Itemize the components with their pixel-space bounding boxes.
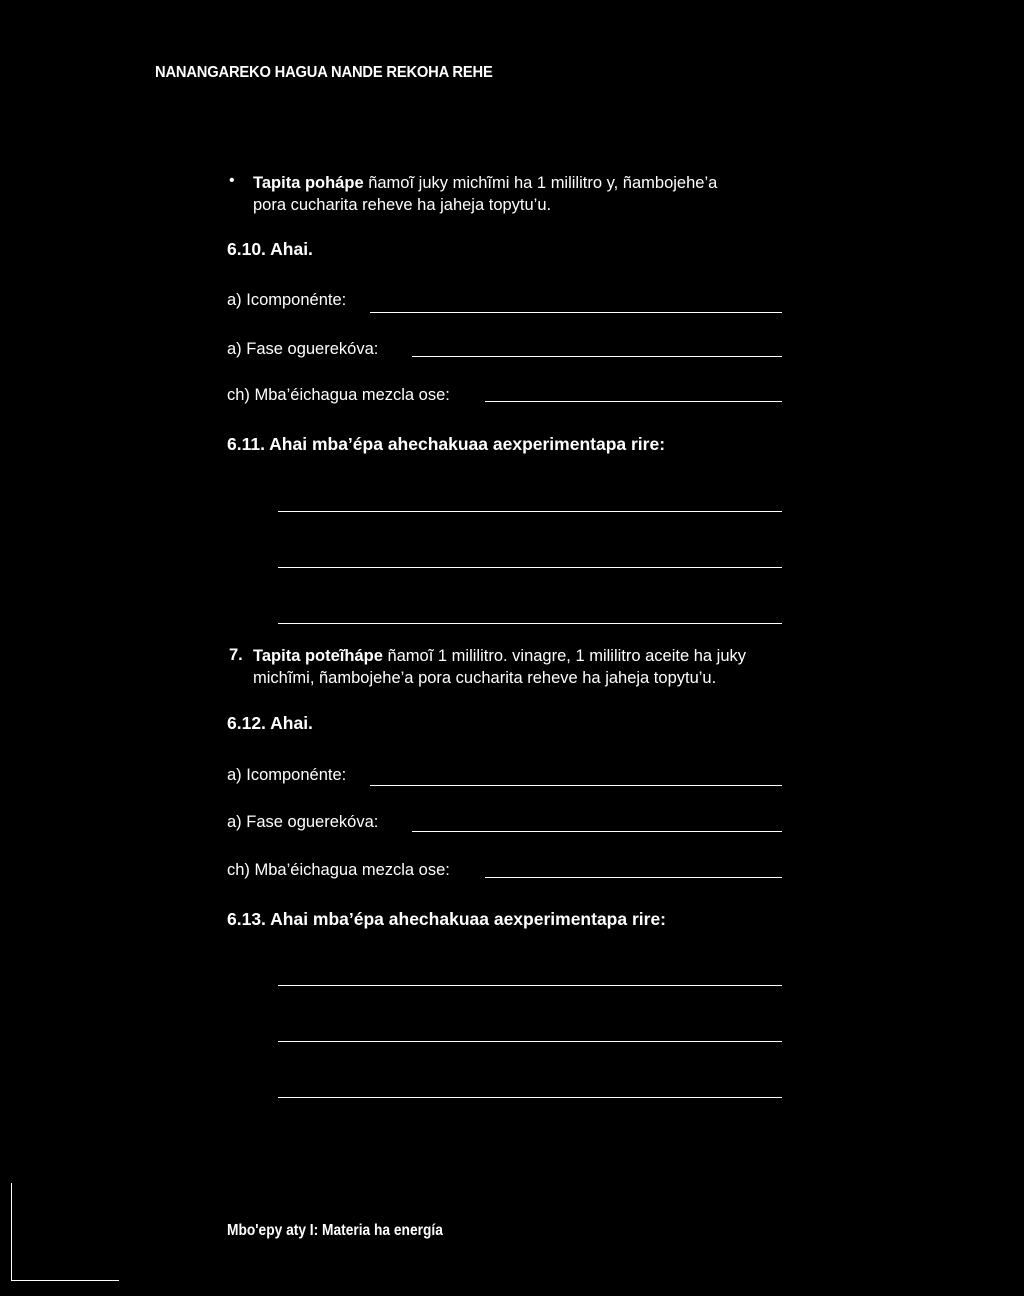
bullet-paragraph (253, 172, 813, 216)
section-6-10-mixture-answer-line[interactable] (485, 401, 782, 402)
section-6-13-answer-line-1[interactable] (278, 985, 782, 986)
section-6-13-heading: 6.13. Ahai mba’épa ahechakuaa aexperimentapa rire: (227, 909, 667, 929)
section-6-13-answer-line-2[interactable] (278, 1041, 782, 1042)
item-7-number: 7. (229, 646, 243, 664)
section-6-12-mixture-label: ch) Mba’éichagua mezcla ose: (227, 861, 450, 879)
section-6-12-phase-answer-line[interactable] (412, 831, 782, 832)
section-6-11-answer-line-1[interactable] (278, 511, 782, 512)
section-6-11-heading: 6.11. Ahai mba’épa ahechakuaa aexperimentapa rire: (227, 434, 666, 454)
item-7-text-line2: michĩmi, ñambojehe’a pora cucharita reheve ha jaheja topytu’u. (253, 669, 717, 687)
section-6-10-phase-label: a) Fase oguerekóva: (227, 340, 379, 358)
section-6-10-heading: 6.10. Ahai. (227, 239, 313, 259)
section-6-12-heading: 6.12. Ahai. (227, 713, 313, 733)
item-7-paragraph (253, 645, 813, 689)
bullet-bold-text: Tapita pohápe (253, 174, 364, 192)
section-6-12-components-label: a) Icomponénte: (227, 766, 347, 784)
section-6-12-phase-label: a) Fase oguerekóva: (227, 813, 379, 831)
section-6-11-answer-line-2[interactable] (278, 567, 782, 568)
section-6-11-answer-line-3[interactable] (278, 623, 782, 624)
section-6-10-mixture-label: ch) Mba’éichagua mezcla ose: (227, 386, 450, 404)
bullet-icon: • (229, 172, 235, 189)
section-6-10-components-label: a) Icomponénte: (227, 291, 347, 309)
page-footer: Mbo'epy aty I: Materia ha energía (227, 1222, 443, 1239)
item-7-text-line1: ñamoĩ 1 mililitro. vinagre, 1 mililitro aceite ha juky (382, 647, 747, 665)
bullet-text-line2: pora cucharita reheve ha jaheja topytu’u. (253, 196, 552, 214)
crop-mark-horizontal (11, 1280, 119, 1281)
section-6-13-answer-line-3[interactable] (278, 1097, 782, 1098)
section-6-12-mixture-answer-line[interactable] (485, 877, 782, 878)
section-6-12-components-answer-line[interactable] (370, 785, 782, 786)
section-6-10-components-answer-line[interactable] (370, 312, 782, 313)
item-7-bold-text: Tapita poteĩhápe (253, 647, 383, 665)
section-6-10-phase-answer-line[interactable] (412, 356, 782, 357)
page-header: NANANGAREKO HAGUA NANDE REKOHA REHE (155, 64, 493, 81)
bullet-text-line1: ñamoĩ juky michĩmi ha 1 mililitro y, ñambojehe’a (363, 174, 718, 192)
crop-mark-vertical (11, 1183, 12, 1280)
